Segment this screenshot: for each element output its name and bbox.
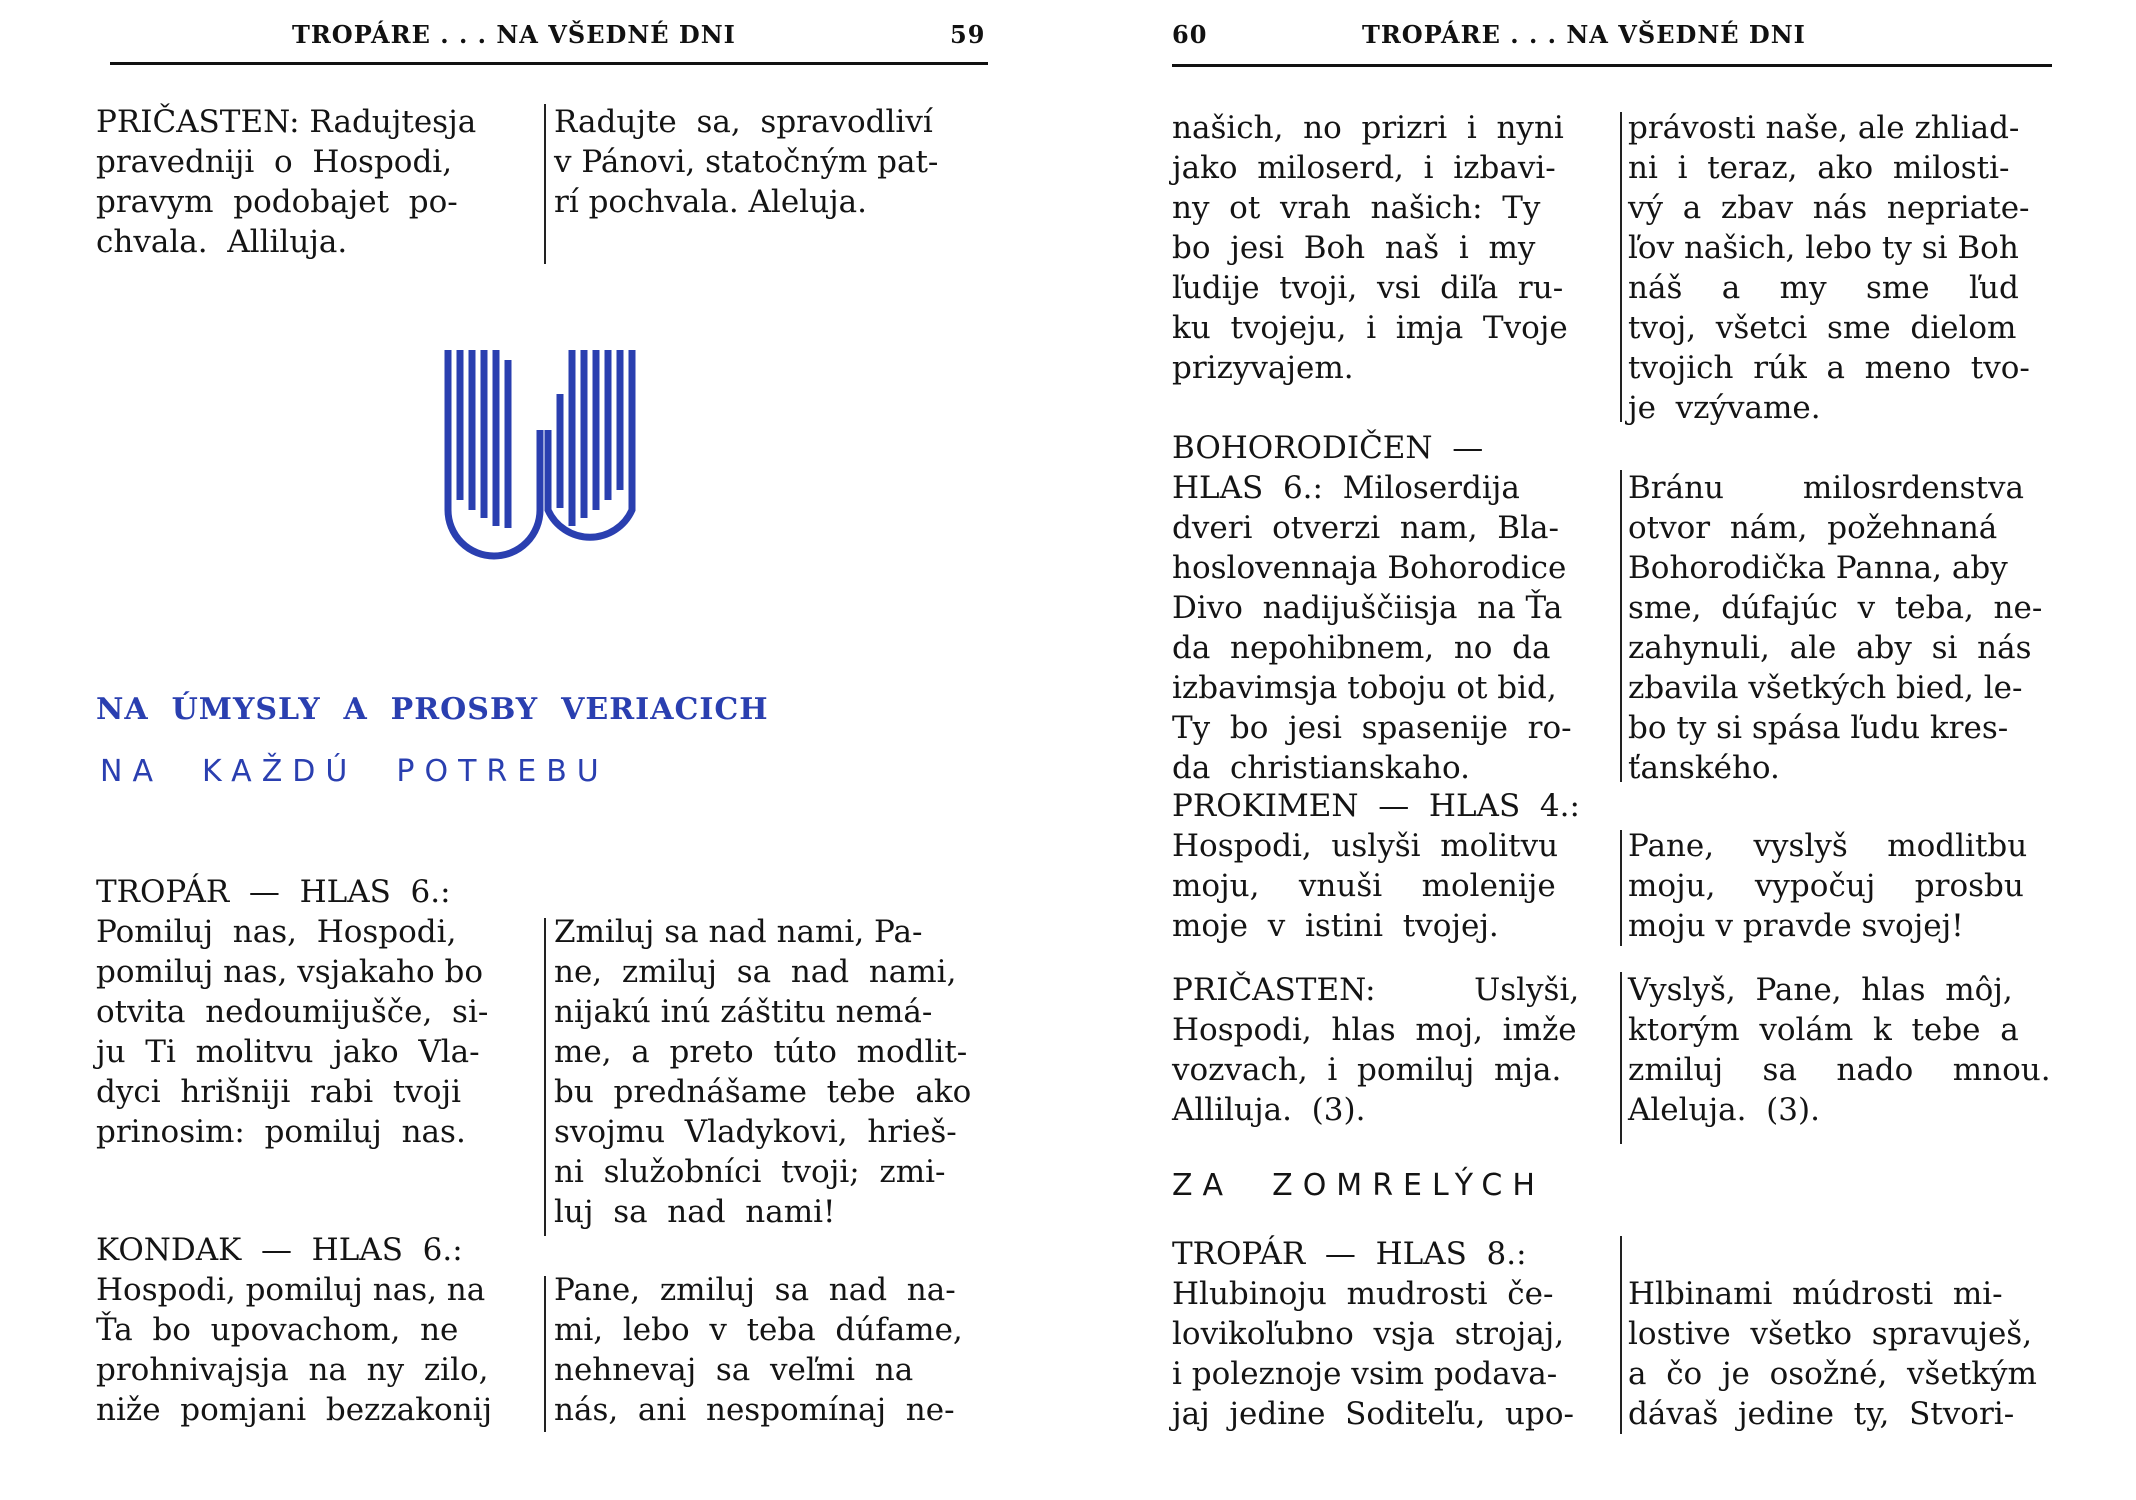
- section-subtitle: NA KAŽDÚ POTREBU: [100, 754, 609, 789]
- text-line: zbavila všetkých bied, le-: [1628, 670, 2023, 706]
- section-title: NA ÚMYSLY A PROSBY VERIACICH: [96, 692, 769, 727]
- text-line: ku tvojeju, i imja Tvoje: [1172, 310, 1568, 346]
- text-line: niže pomjani bezzakonij: [96, 1392, 493, 1428]
- text-line: právosti naše, ale zhliad-: [1628, 110, 2020, 146]
- running-header-title: TROPÁRE . . . NA VŠEDNÉ DNI: [292, 20, 736, 49]
- right-page: [1100, 0, 2136, 1500]
- column-divider: [544, 918, 546, 1236]
- text-line: moje v istini tvojej.: [1172, 908, 1499, 944]
- bohorodichen-heading: [1172, 428, 1612, 468]
- text-line: Pomiluj nas, Hospodi,: [96, 914, 457, 950]
- prokimen-heading: [1172, 786, 1632, 826]
- text-line: Aleluja. (3).: [1628, 1092, 1820, 1128]
- continuation-church-slavonic: [1172, 108, 1612, 388]
- text-line: pomiluj nas, vsjakaho bo: [96, 954, 484, 990]
- text-line: i poleznoje vsim podava-: [1172, 1356, 1558, 1392]
- kondak-heading: [96, 1230, 556, 1270]
- tropar-heading: [96, 872, 556, 912]
- text-line: bu prednášame tebe ako: [554, 1074, 972, 1110]
- text-line: Pane, vyslyš modlitbu: [1628, 828, 2028, 864]
- prichasten2-church-slavonic: [1172, 970, 1612, 1130]
- text-line: ny ot vrah našich: Ty: [1172, 190, 1541, 226]
- text-line: je vzývame.: [1628, 390, 1821, 426]
- heading-line: TROPÁR — HLAS 8.:: [1172, 1236, 1527, 1272]
- header-rule: [1172, 64, 2052, 67]
- prichasten-slovak: [554, 102, 994, 222]
- text-line: ľudije tvoji, vsi diľa ru-: [1172, 270, 1564, 306]
- text-line: Hlbinami múdrosti mi-: [1628, 1276, 2003, 1312]
- text-line: otvor nám, požehnaná: [1628, 510, 1998, 546]
- tropar8-heading: [1172, 1234, 1632, 1274]
- continuation-slovak: [1628, 108, 2068, 428]
- running-header-right: [1362, 20, 1882, 50]
- za-zomrelych-title: ZA ZOMRELÝCH: [1172, 1168, 1545, 1203]
- text-line: jako miloserd, i izbavi-: [1172, 150, 1556, 186]
- text-line: Hlubinoju mudrosti če-: [1172, 1276, 1554, 1312]
- text-line: chvala. Alliluja.: [96, 224, 348, 260]
- blue-hands-emblem-icon: [440, 350, 640, 608]
- column-divider: [544, 1276, 546, 1432]
- prichasten2-slovak: [1628, 970, 2068, 1130]
- text-line: nijakú inú záštitu nemá-: [554, 994, 933, 1030]
- header-rule: [110, 62, 988, 65]
- text-line: Hospodi, uslyši molitvu: [1172, 828, 1559, 864]
- heading-line: TROPÁR — HLAS 6.:: [96, 874, 451, 910]
- text-line: a čo je osožné, všetkým: [1628, 1356, 2037, 1392]
- column-divider: [1620, 1236, 1622, 1434]
- text-line: da christianskaho.: [1172, 750, 1470, 786]
- text-line: zmiluj sa nado mnou.: [1628, 1052, 2051, 1088]
- tropar-church-slavonic: [96, 912, 532, 1152]
- text-line: prohnivajsja na ny zilo,: [96, 1352, 489, 1388]
- text-line: HLAS 6.: Miloserdija: [1172, 470, 1520, 506]
- text-line: Divo nadijuščiisja na Ťa: [1172, 590, 1563, 626]
- column-divider: [544, 104, 546, 264]
- text-line: nehnevaj sa veľmi na: [554, 1352, 914, 1388]
- text-line: Bohorodička Panna, aby: [1628, 550, 2008, 586]
- text-line: ne, zmiluj sa nad nami,: [554, 954, 957, 990]
- tropar8-church-slavonic: [1172, 1274, 1612, 1434]
- text-line: náš a my sme ľud: [1628, 270, 2019, 306]
- running-header-title: TROPÁRE . . . NA VŠEDNÉ DNI: [1362, 20, 1806, 49]
- text-line: vý a zbav nás nepriate-: [1628, 190, 2030, 226]
- text-line: ni služobníci tvoji; zmi-: [554, 1154, 946, 1190]
- text-line: dveri otverzi nam, Bla-: [1172, 510, 1559, 546]
- text-line: ju Ti molitvu jako Vla-: [96, 1034, 480, 1070]
- text-line: Ťa bo upovachom, ne: [96, 1312, 459, 1348]
- tropar8-slovak: [1628, 1274, 2068, 1434]
- text-line: mi, lebo v teba dúfame,: [554, 1312, 963, 1348]
- text-line: lostive všetko spravuješ,: [1628, 1316, 2033, 1352]
- text-line: Bránu milosrdenstva: [1628, 470, 2024, 506]
- text-line: dávaš jedine ty, Stvori-: [1628, 1396, 2015, 1432]
- text-line: me, a preto túto modlit-: [554, 1034, 968, 1070]
- text-line: luj sa nad nami!: [554, 1194, 836, 1230]
- column-divider: [1620, 112, 1622, 422]
- text-line: našich, no prizri i nyni: [1172, 110, 1564, 146]
- text-line: izbavimsja toboju ot bid,: [1172, 670, 1557, 706]
- running-header-left: [292, 20, 792, 50]
- text-line: ktorým volám k tebe a: [1628, 1012, 2019, 1048]
- text-line: otvita nedoumijušče, si-: [96, 994, 489, 1030]
- text-line: Radujte sa, spravodliví: [554, 104, 933, 140]
- column-divider: [1620, 972, 1622, 1144]
- text-line: rí pochvala. Aleluja.: [554, 184, 867, 220]
- text-line: hoslovennaja Bohorodice: [1172, 550, 1567, 586]
- text-line: sme, dúfajúc v teba, ne-: [1628, 590, 2043, 626]
- text-line: nás, ani nespomínaj ne-: [554, 1392, 955, 1428]
- left-page: [0, 0, 1000, 1500]
- prokimen-slovak: [1628, 826, 2068, 946]
- text-line: da nepohibnem, no da: [1172, 630, 1551, 666]
- text-line: Vyslyš, Pane, hlas môj,: [1628, 972, 2013, 1008]
- text-line: ni i teraz, ako milosti-: [1628, 150, 2010, 186]
- text-line: zahynuli, ale aby si nás: [1628, 630, 2032, 666]
- text-line: ľov našich, lebo ty si Boh: [1628, 230, 2019, 266]
- tropar-slovak: [554, 912, 994, 1232]
- kondak-slovak: [554, 1270, 994, 1430]
- text-line: Zmiluj sa nad nami, Pa-: [554, 914, 923, 950]
- text-line: v Pánovi, statočným pat-: [554, 144, 939, 180]
- text-line: Ty bo jesi spasenije ro-: [1172, 710, 1572, 746]
- kondak-church-slavonic: [96, 1270, 532, 1430]
- column-divider: [1620, 830, 1622, 946]
- text-line: prizyvajem.: [1172, 350, 1354, 386]
- text-line: pravedniji o Hospodi,: [96, 144, 453, 180]
- column-divider: [1620, 470, 1622, 782]
- heading-line: KONDAK — HLAS 6.:: [96, 1232, 463, 1268]
- text-line: Hospodi, pomiluj nas, na: [96, 1272, 486, 1308]
- text-line: tvojich rúk a meno tvo-: [1628, 350, 2030, 386]
- text-line: PRIČASTEN: Radujtesja: [96, 104, 477, 140]
- text-line: jaj jedine Soditeľu, upo-: [1172, 1396, 1575, 1432]
- bohorodichen-church-slavonic: [1172, 468, 1612, 788]
- bohorodichen-slovak: [1628, 468, 2068, 788]
- prichasten-church-slavonic: [96, 102, 532, 262]
- heading-line: BOHORODIČEN —: [1172, 430, 1484, 466]
- page-number-left: 59: [950, 20, 986, 49]
- page-number-right: 60: [1172, 20, 1208, 49]
- text-line: ťanského.: [1628, 750, 1780, 786]
- text-line: prinosim: pomiluj nas.: [96, 1114, 466, 1150]
- text-line: Pane, zmiluj sa nad na-: [554, 1272, 956, 1308]
- heading-line: PROKIMEN — HLAS 4.:: [1172, 788, 1580, 824]
- text-line: svojmu Vladykovi, hrieš-: [554, 1114, 957, 1150]
- text-line: moju, vypočuj prosbu: [1628, 868, 2024, 904]
- text-line: moju v pravde svojej!: [1628, 908, 1964, 944]
- prokimen-church-slavonic: [1172, 826, 1612, 946]
- text-line: bo jesi Boh naš i my: [1172, 230, 1536, 266]
- text-line: vozvach, i pomiluj mja.: [1172, 1052, 1562, 1088]
- text-line: PRIČASTEN: Uslyši,: [1172, 972, 1580, 1008]
- text-line: Alliluja. (3).: [1172, 1092, 1366, 1128]
- text-line: bo ty si spása ľudu kres-: [1628, 710, 2009, 746]
- text-line: dyci hrišniji rabi tvoji: [96, 1074, 461, 1110]
- text-line: pravym podobajet po-: [96, 184, 458, 220]
- text-line: lovikoľubno vsja strojaj,: [1172, 1316, 1565, 1352]
- text-line: moju, vnuši molenije: [1172, 868, 1556, 904]
- text-line: tvoj, všetci sme dielom: [1628, 310, 2017, 346]
- text-line: Hospodi, hlas moj, imže: [1172, 1012, 1577, 1048]
